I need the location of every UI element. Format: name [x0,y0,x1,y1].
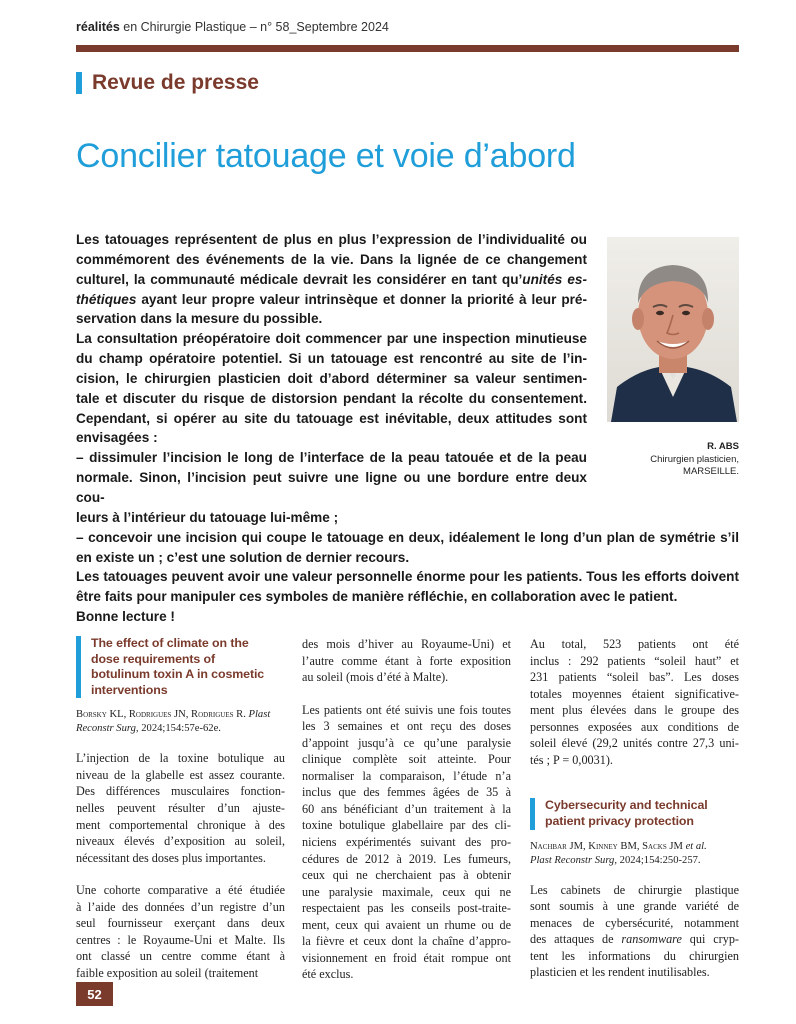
text-line: L’injection de la toxine botulique au [76,751,285,766]
text-line: niveaux élevés d’exposition au soleil, [76,834,285,849]
article-2-etal: et al. [682,840,707,852]
text-line: tent les informations du chirurgien [530,948,739,963]
text-line: des attaques de ransomware qui cryp- [530,932,739,947]
text-line: ont classé un centre comme étant à [76,949,285,964]
article-accent-bar [530,798,535,829]
editorial-line: – dissimuler l’incision le long de l’interface de la peau tatouée et de la peau [76,450,587,466]
article-1-title-line: dose requirements of [91,651,215,666]
article-1-paragraph [76,882,285,981]
article-1-paragraph [530,636,739,768]
article-2-reference [530,840,739,868]
editorial-line: normale. Sinon, l’incision peut suivre une ligne ou une bordure entre deux cou- [76,470,587,505]
editorial-line: La consultation préopératoire doit commencer par une inspection minutieuse [76,331,587,347]
article-2-ref-details: 2024;154:250-257. [617,854,701,866]
text-line: la fièvre et ceux dont la chaîne d’appro- [302,934,511,949]
editorial-line: Bonne lecture ! [76,609,175,625]
section-label-text: Revue de presse [92,71,259,94]
article-1-paragraph [76,750,285,866]
text-line: visionnement en froid était rompue ont [302,950,511,965]
text-line: l’autre comme étant à forte exposition [302,653,511,668]
text-line: niveau de la glabelle est assez courante. [76,767,285,782]
text-line: au soleil (mois d’été à Malte). [302,670,449,685]
article-1-title-line: botulinum toxin A in cosmetic [91,667,265,682]
text-line: plasticien et les rendent inutilisables. [530,965,710,980]
article-1-paragraph [302,636,511,686]
text-line: ceux qui ne cherchaient pas à obtenir [302,868,511,883]
text-line: d’appoint jusqu’à ce qu’une paralysie [302,735,511,750]
editorial-line: en existe un ; c’est une solution de dernier recours. [76,549,410,565]
text-line: inclus que des femmes âgées de 35 à [302,785,511,800]
text-line: seul fournisseur exerçant dans deux [76,916,285,931]
text-line: toxine botulique glabellaire par des cli- [302,818,511,833]
text-line: respectaient pas les conseils post-traite- [302,901,511,916]
column-right [530,636,739,981]
article-1-title-line: interventions [91,682,168,697]
author-name: R. ABS [707,441,739,452]
text-line: cédures de 2012 à 2019. Les fumeurs, [302,851,511,866]
text-line: Des différences musculaires fonction- [76,784,285,799]
text-line: des mois d’hiver au Royaume-Uni) et [302,637,511,651]
text-line: ment, ceux qui avaient un rhume ou de [302,917,511,932]
text-line: inclus : 292 patients “soleil haut” et [530,653,739,668]
author-caption [560,441,739,479]
editorial-line: du champ opératoire potentiel. Si un tatouage est rencontré au site de l’in- [76,351,587,367]
text-line: nelles peuvent résulter d’un ajuste- [76,801,285,816]
editorial-line: – concevoir une incision qui coupe le tatouage en deux, idéalement le long d’un plan de symétrie s’il [76,529,739,545]
article-1-journal-cont: Reconstr Surg, [76,723,139,735]
text-line: totales moyennes étaient significative- [530,686,739,701]
author-photo [607,237,739,422]
text-line: personnes exposées aux conditions de [530,719,739,734]
article-2-title-line: patient privacy protection [545,813,694,828]
column-middle [302,636,511,983]
text-line: clinique complète soit atteinte. Pour [302,752,511,767]
editorial-line: commémorent des événements de la vie. Dans la lignée de ce changement [76,251,587,267]
text-line: centres : le Royaume-Uni et Malte. Ils [76,932,285,947]
editorial-line: culturel, la communauté médicale devrait les considérer en tant qu’unités es- [76,271,587,287]
text-line: Au total, 523 patients ont été [530,637,739,651]
author-portrait-illustration [607,237,739,422]
text-line: à l’aide des données d’un registre d’un [76,899,285,914]
text-line: Une cohorte comparative a été étudiée [76,883,285,898]
article-1-authors: Borsky KL, Rodrigues JN, Rodrigues R. [76,709,246,721]
article-1-paragraph [302,702,511,983]
text-line: Les cabinets de chirurgie plastique [530,882,739,897]
journal-brand: réalités [76,20,120,34]
text-line: sont soumis à une grande variété de [530,899,739,914]
article-1-journal: Plast [248,709,271,721]
article-2-title-line: Cybersecurity and technical [545,798,708,813]
text-line: normaliser la comparaison, l’étude n’a [302,768,511,783]
text-line: ment comportemental chronique à des [76,817,285,832]
journal-issue: en Chirurgie Plastique – n° 58_Septembre 2024 [119,20,389,34]
article-2-journal: Plast Reconstr Surg, [530,854,617,866]
article-1-ref-details: 2024;154:57e-62e. [138,723,221,735]
article-2-authors: Nachbar JM, Kinney BM, Sacks JM [530,840,683,852]
editorial-line: Les tatouages peuvent avoir une valeur personnelle énorme pour les patients. Tous les efforts doivent [76,569,739,585]
article-2-paragraph [530,882,739,981]
text-line: niciens expérimentés suivant des pro- [302,835,511,850]
editorial-line: thétiques ayant leur propre valeur intrinsèque et donner la priorité à leur pré- [76,291,587,307]
column-left [76,636,285,981]
author-city: MARSEILLE. [683,466,739,477]
section-accent-bar [76,72,82,94]
article-1-heading [76,636,285,698]
text-line: 231 patients “soleil bas”. Les doses [530,670,739,685]
text-line: tés ; P = 0,0031). [530,752,613,767]
editorial-line: cision, le chirurgien plasticien doit d’abord déterminer sa valeur sentimen- [76,370,587,386]
author-role: Chirurgien plasticien, [650,453,739,465]
text-line: soleil élevé (29,2 unités contre 27,3 uni- [530,736,739,751]
text-line: nécessitant des doses plus importantes. [76,850,266,865]
editorial-line: être faits pour manipuler ces symboles de manière réfléchie, en collaboration avec le patient. [76,589,678,605]
page-number: 52 [76,982,113,1006]
article-accent-bar [76,636,81,698]
text-line: ment plus élevées dans le groupe des [530,703,739,718]
editorial-line: servation dans la mesure du possible. [76,311,323,327]
text-line: Les patients ont été suivis une fois toutes [302,702,511,717]
article-2-heading [530,798,739,829]
editorial-line: envisagées : [76,430,158,446]
text-line: faible exposition au soleil (traitement [76,965,259,980]
editorial-line: Cependant, si opérer au site du tatouage est inévitable, deux attitudes sont [76,410,587,426]
text-line: 60 ans bénéficiant d’un traitement à la [302,801,511,816]
editorial-line: tale et discuter du risque de distorsion pendant la récolte du consentement. [76,390,587,406]
text-line: menaces de cybersécurité, notamment [530,915,739,930]
article-1-reference [76,708,285,736]
section-label [76,68,259,98]
top-rule [76,45,739,52]
text-line: été exclus. [302,967,354,982]
text-line: une paralysie maximale, ceux qui ne [302,884,511,899]
article-1-title-line: The effect of climate on the [91,636,249,650]
running-head [76,20,389,34]
text-line: les 3 semaines et ont reçu des doses [302,719,511,734]
editorial-line: leurs à l’intérieur du tatouage lui-même ; [76,509,339,525]
editorial-line: Les tatouages représentent de plus en plus l’expression de l’individualité ou [76,232,587,247]
page-title: Concilier tatouage et voie d’abord [76,137,576,175]
